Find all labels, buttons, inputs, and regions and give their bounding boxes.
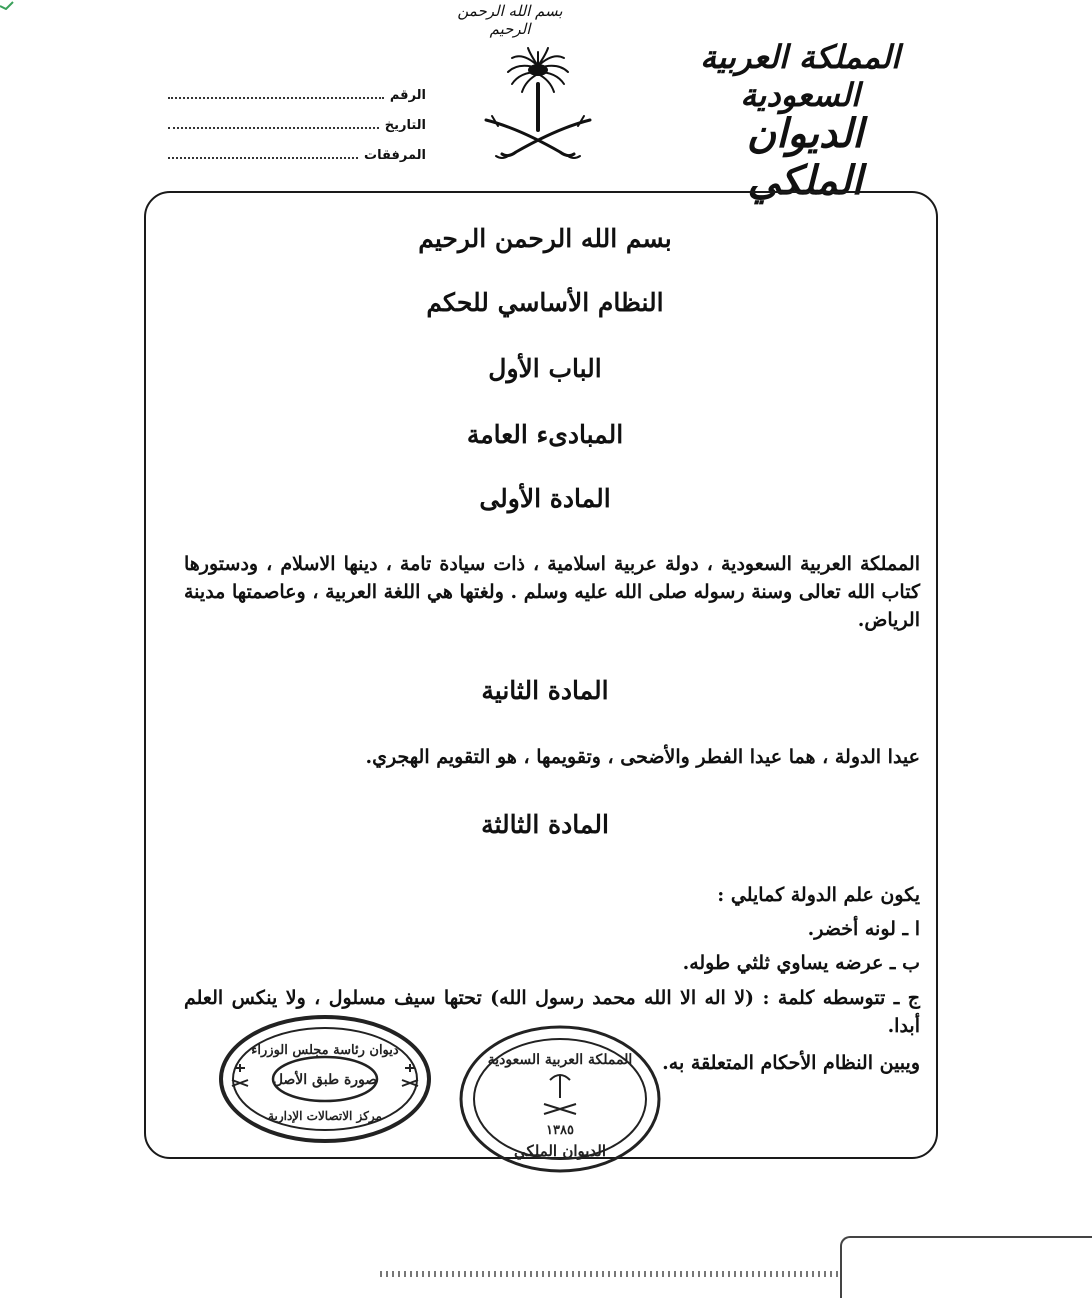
letterhead-royal-court: الديوان الملكي: [746, 110, 864, 204]
meta-label-number: الرقم: [389, 88, 426, 103]
page-edge-ticks: [380, 1271, 840, 1277]
letterhead-basmala: بسم الله الرحمن الرحيم: [457, 2, 563, 38]
corner-mark: [0, 0, 14, 10]
article3-item-c: ج ـ تتوسطه كلمة : (لا اله الا الله محمد رسول الله) تحتها سيف مسلول ، ولا ينكس العلم أبدا.: [184, 987, 920, 1037]
article3-item-b: ب ـ عرضه يساوي ثلثي طوله.: [682, 952, 920, 974]
svg-text:الديوان الملكي: الديوان الملكي: [513, 1142, 607, 1160]
royal-court-seal: [458, 1024, 662, 1174]
meta-label-attachments: المرفقات: [364, 148, 426, 163]
letterhead-kingdom: المملكة العربية السعودية: [700, 38, 900, 114]
svg-text:ديوان رئاسة مجلس الوزراء: ديوان رئاسة مجلس الوزراء: [251, 1043, 399, 1058]
article2-heading: المادة الثانية: [481, 676, 609, 705]
meta-dotted-line: [168, 148, 358, 159]
chapter-title: المبادىء العامة: [466, 420, 624, 449]
article1-heading: المادة الأولى: [479, 484, 611, 513]
article1-text: المملكة العربية السعودية ، دولة عربية اسلامية ، ذات سيادة تامة ، دينها الاسلام ، ودستورها كتاب الله تعالى وسنة رسوله صلى الله عليه وسلم . ولغتها هي اللغة العربية ، وعاصمتها مدينة الرياض.: [184, 553, 920, 631]
meta-label-date: التاريخ: [384, 118, 426, 133]
article3-heading: المادة الثالثة: [481, 810, 609, 839]
meta-row-date: [168, 118, 426, 133]
document-basmala: بسم الله الرحمن الرحيم: [418, 224, 672, 253]
svg-text:صورة طبق الأصل: صورة طبق الأصل: [272, 1072, 378, 1088]
document-title: النظام الأساسي للحكم: [426, 288, 664, 317]
certified-copy-stamp: [218, 1014, 432, 1144]
chapter-heading: الباب الأول: [488, 354, 602, 383]
meta-row-number: [168, 88, 426, 103]
palm-swords-emblem-icon: [478, 44, 598, 166]
svg-text:١٣٨٥: ١٣٨٥: [546, 1123, 574, 1138]
svg-text:المملكة العربية السعودية: المملكة العربية السعودية: [487, 1052, 633, 1068]
article3-closing: ويبين النظام الأحكام المتعلقة به.: [662, 1052, 920, 1074]
svg-text:مركز الاتصالات الإدارية: مركز الاتصالات الإدارية: [268, 1109, 382, 1123]
page-edge-frame: [840, 1236, 1092, 1298]
article2-text: عيدا الدولة ، هما عيدا الفطر والأضحى ، وتقويمها ، هو التقويم الهجري.: [365, 746, 920, 768]
article3-item-a: ا ـ لونه أخضر.: [807, 918, 920, 940]
article3-intro: يكون علم الدولة كمايلي :: [717, 884, 920, 906]
meta-dotted-line: [168, 118, 379, 129]
meta-row-attachments: [168, 148, 426, 163]
meta-dotted-line: [168, 88, 384, 99]
